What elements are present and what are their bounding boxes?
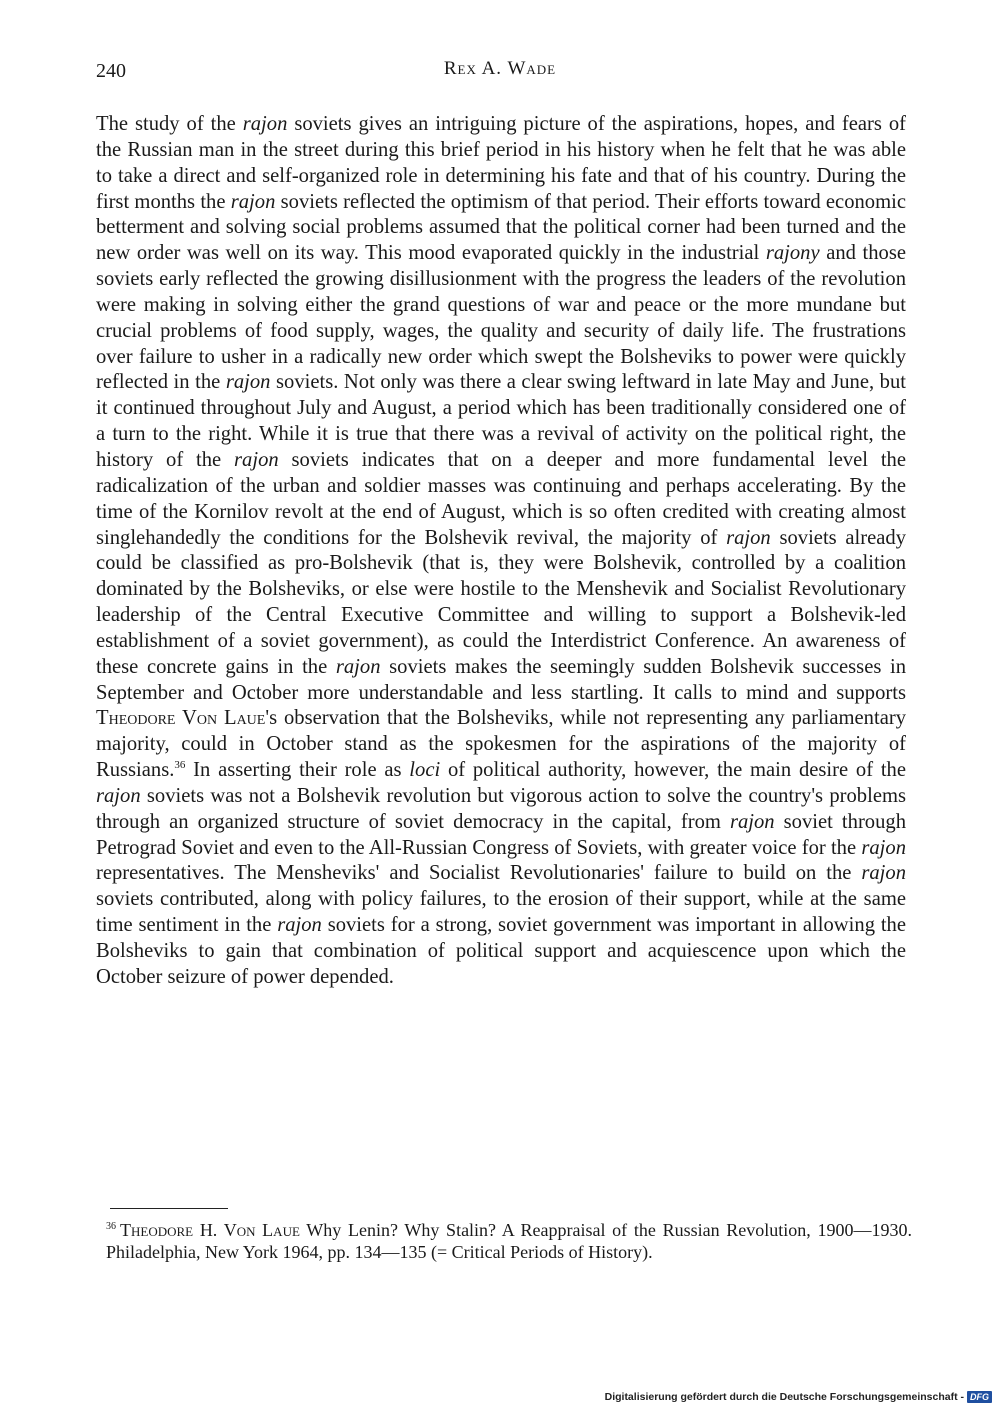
italic-term: rajon — [230, 190, 276, 213]
text-run: soviets already could be classified as pro-Bolshevik (that is, they were Bolshevik, controlled by a coalition dominated by the Bolsheviks, or else were hostile to the Menshevik and Socialist Revolutionary leadership of the Central Executive Committee and willing to support a Bolshevik-led establishment of a soviet government), as could the Interdistrict Conference. An awareness of these concrete gains in the — [96, 526, 907, 678]
text-run: soviets. Not only was there a clear swing leftward in late May and June, but it continued throughout July and August, a period which has been traditionally considered one of a turn to the right. While it is true that there was a revival of activity on the political right, the history of the — [96, 371, 906, 471]
italic-term: rajon — [726, 526, 771, 549]
text-run: soviets gives an intriguing picture of the aspirations, hopes, and fears of the Russian man in the street during this brief period in his history when he felt that he was able to take a direct and self-organized role in determining his fate and that of his country. During the first months the — [96, 113, 906, 213]
footnote-text: Why Lenin? Why Stalin? A Reappraisal of the Russian Revolution, 1900—1930. Philadelphia, New York 1964, pp. 134—135 (= Critical Periods of History). — [106, 1220, 912, 1262]
text-run: soviets contributed, along with policy failures, to the erosion of their support, while at the same time sentiment in the — [96, 888, 906, 937]
italic-term: rajon — [225, 371, 271, 394]
italic-term: rajon — [234, 448, 279, 471]
text-run: soviet through Petrograd Soviet and even to the All-Russian Congress of Soviets, with greater voice for the — [96, 810, 906, 859]
text-run: and those soviets early reflected the growing disillusionment with the progress the leaders of the revolution were making in solving either the grand questions of war and peace or the more mundane but crucial problems of food supply, wages, the quality and security of daily life. The frustrations over failure to usher in a radically new order which swept the Bolsheviks to power were quickly reflected in the — [96, 242, 906, 394]
footnote — [106, 1219, 912, 1263]
italic-term: rajon — [242, 113, 288, 135]
running-head: Rex A. Wade — [443, 58, 557, 79]
text-run: soviets makes the seemingly sudden Bolshevik successes in September and October more understandable and less startling. It calls to mind and supports — [96, 655, 906, 704]
italic-term: loci — [409, 759, 441, 782]
page-number: 240 — [96, 60, 126, 82]
text-run: of political authority, however, the main desire of the — [440, 759, 906, 782]
italic-term: rajon — [277, 914, 322, 937]
italic-term: rajony — [765, 242, 820, 265]
text-run: 's observation that the Bolsheviks, while not representing any parliamentary majority, could in October stand as the spokesmen for the aspirations of the majority of Russians. — [96, 707, 906, 782]
text-run: soviets indicates that on a deeper and more fundamental level the radicalization of the urban and soldier masses was continuing and perhaps accelerating. By the time of the Kornilov revolt at the end of August, which is so often credited with creating almost singlehandedly the conditions for the Bolshevik revival, the majority of — [96, 448, 906, 549]
body-paragraph — [96, 112, 906, 991]
text-run: representatives. The Mensheviks' and Socialist Revolutionaries' failure to build on the — [96, 862, 862, 885]
digitization-text: Digitalisierung gefördert durch die Deutsche Forschungsgemeinschaft - — [604, 1391, 964, 1403]
text-run: The study of the — [96, 113, 243, 135]
text-run: soviets for a strong, soviet government was important in allowing the Bolsheviks to gain that combination of political support and acquiescence upon which the October seizure of power depended. — [96, 914, 906, 988]
text-run: soviets was not a Bolshevik revolution but vigorous action to solve the country's problems through an organized structure of soviet democracy in the capital, from — [96, 784, 906, 833]
italic-term: rajon — [861, 862, 906, 885]
footnote-author: Theodore H. Von Laue — [120, 1220, 300, 1240]
text-run: In asserting their role as — [185, 759, 410, 782]
footnote-divider — [110, 1208, 228, 1209]
italic-term: rajon — [335, 655, 381, 678]
italic-term: rajon — [861, 836, 906, 859]
dfg-logo: DFG — [967, 1391, 992, 1403]
footnote-reference[interactable]: 36 — [174, 759, 186, 772]
italic-term: rajon — [729, 810, 775, 833]
text-run: soviets reflected the optimism of that period. Their efforts toward economic betterment and solving social problems assumed that the political corner had been turned and the new order was well on its way. This mood evaporated quickly in the industrial — [96, 190, 906, 265]
cited-author: Theodore Von Laue — [96, 707, 266, 730]
italic-term: rajon — [96, 784, 141, 807]
footnote-number: 36 — [106, 1221, 116, 1232]
digitization-credit — [605, 1391, 992, 1403]
